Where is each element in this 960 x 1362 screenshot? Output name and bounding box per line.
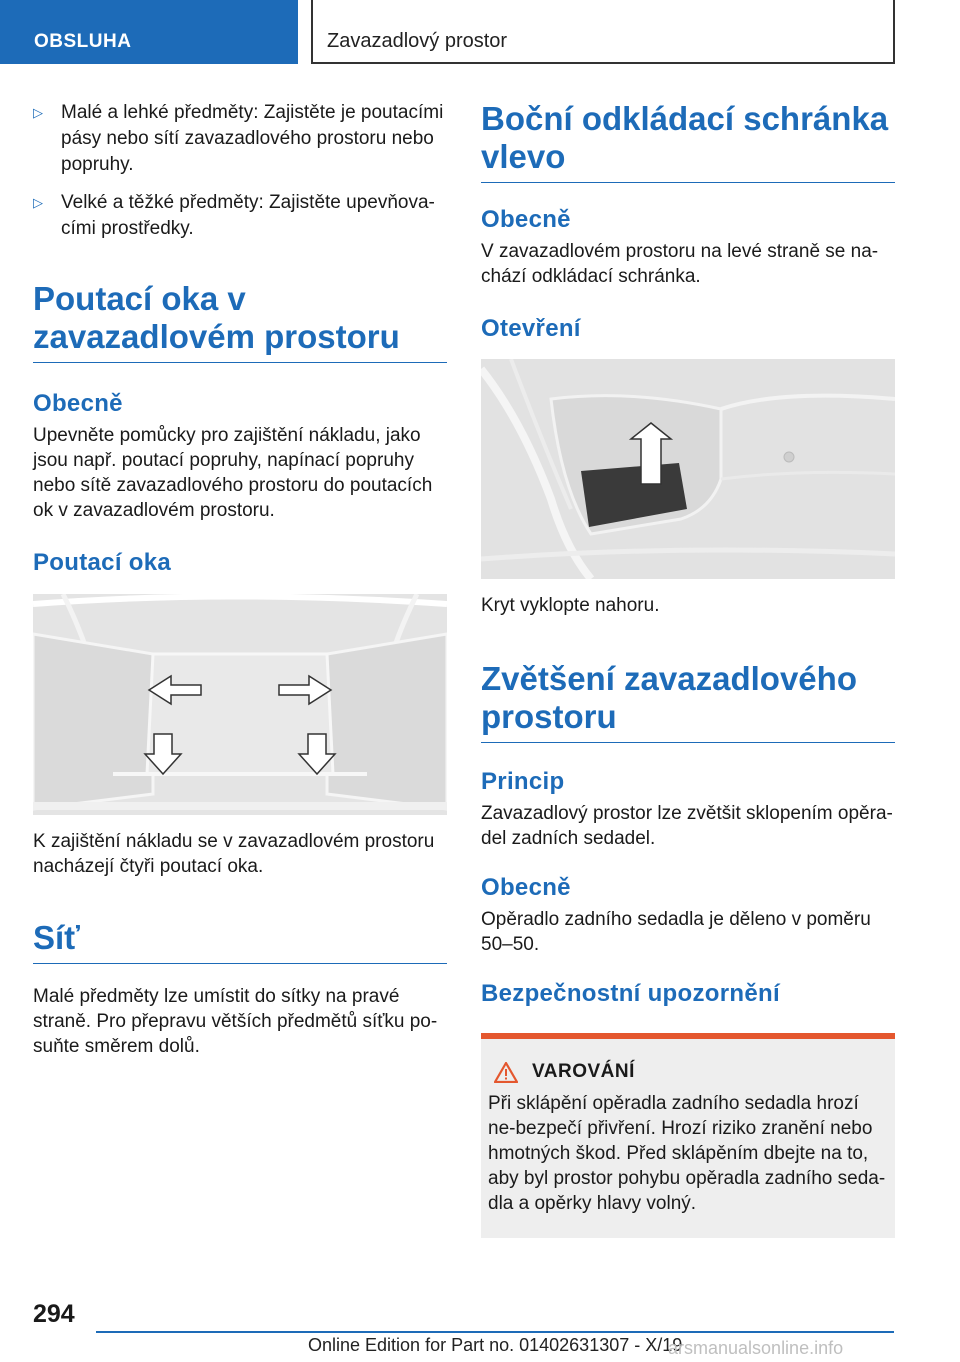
opening-caption: Kryt vyklopte nahoru.	[481, 595, 660, 616]
trunk-illustration	[33, 594, 447, 815]
subheading-safety: Bezpečnostní upozornění	[481, 980, 780, 1007]
footer-divider	[96, 1331, 894, 1333]
page-number: 294	[33, 1300, 75, 1328]
triangle-bullet-icon: ▷	[33, 105, 43, 120]
chapter-title-box	[311, 0, 895, 64]
warning-triangle-icon	[494, 1062, 518, 1083]
lashing-caption: K zajištění nákladu se v zavazadlovém prostoru nacházejí čtyři poutací oka.	[33, 831, 435, 877]
storage-general-text: V zavazadlovém prostoru na levé straně se na‐chází odkládací schránka.	[481, 241, 879, 287]
heading-net: Síť	[33, 919, 447, 964]
heading-side-storage: Boční odkládací schránka vlevo	[481, 100, 895, 183]
heading-expand-trunk: Zvětšení zavazadlového prostoru	[481, 660, 895, 743]
section-label: OBSLUHA	[34, 31, 132, 52]
subheading-general: Obecně	[481, 206, 571, 233]
subheading-general: Obecně	[33, 390, 123, 417]
bullet-text: Malé a lehké předměty: Zajistěte je poutacími pásy nebo sítí zavazadlového prostoru nebo popruhy.	[61, 102, 444, 175]
heading-lashing-eyes: Poutací oka v zavazadlovém prostoru	[33, 280, 447, 363]
subheading-opening: Otevření	[481, 315, 581, 342]
trunk-lashing-eyes-illustration	[33, 594, 447, 815]
subheading-lashing-eyes: Poutací oka	[33, 549, 172, 576]
net-text: Malé předměty lze umístit do sítky na pravé straně. Pro přepravu větších předmětů síťku po‐suňte směrem dolů.	[33, 986, 438, 1057]
right-column	[481, 100, 895, 1238]
side-storage-illustration	[481, 359, 895, 579]
left-column	[33, 100, 447, 1059]
warning-box	[481, 1033, 895, 1238]
chapter-title: Zavazadlový prostor	[327, 30, 508, 52]
section-tab	[0, 0, 298, 64]
watermark: arsmanualsonline.info	[668, 1338, 844, 1358]
bullet-item	[33, 190, 447, 242]
warning-header	[488, 1061, 887, 1083]
principle-text: Zavazadlový prostor lze zvětšit sklopením opěra‐del zadních sedadel.	[481, 803, 893, 849]
warning-text: Při sklápění opěradla zadního sedadla hrozí ne‐bezpečí přivření. Hrozí riziko zranění nebo hmotných škod. Před sklápěním dbejte na to, aby byl prostor pohybu opěradla zadního seda‐dla a opěrky hlavy volný.	[488, 1093, 886, 1214]
warning-label: VAROVÁNÍ	[532, 1061, 635, 1082]
storage-compartment-illustration	[481, 359, 895, 579]
bullet-item	[33, 100, 447, 178]
general2-text: Opěradlo zadního sedadla je děleno v poměru 50–50.	[481, 909, 871, 955]
general-text: Upevněte pomůcky pro zajištění nákladu, jako jsou např. poutací popruhy, napínací popruhy nebo sítě zavazadlového prostoru do poutacích ok v zavazadlovém prostoru.	[33, 425, 433, 521]
triangle-bullet-icon: ▷	[33, 195, 43, 210]
subheading-general: Obecně	[481, 874, 571, 901]
subheading-principle: Princip	[481, 768, 565, 795]
bullet-text: Velké a těžké předměty: Zajistěte upevňova‐cími prostředky.	[61, 192, 435, 239]
edition-text: Online Edition for Part no. 01402631307 - X/19	[308, 1335, 683, 1355]
